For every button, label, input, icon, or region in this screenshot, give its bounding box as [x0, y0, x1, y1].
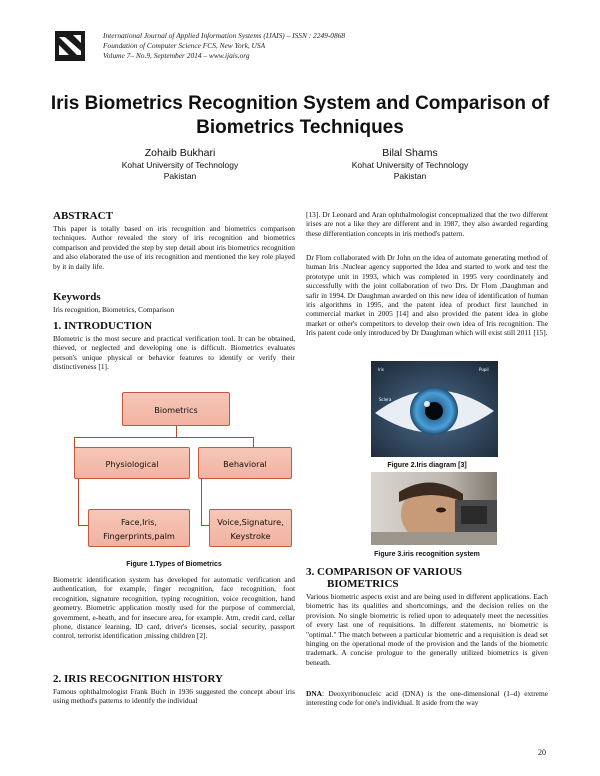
author-country: Pakistan — [163, 170, 197, 181]
dna-paragraph — [306, 689, 548, 708]
journal-header-line-3: Volume 7– No.9, September 2014 – www.ijais.org — [103, 51, 250, 60]
page-number: 20 — [538, 748, 546, 757]
comparison-text: Various biometric aspects exist and are being used in different applications. Each biometric has its qualities and shortcomings, and the decision relies on the provision. No single biometric is relied upon to adequately meet the necessities of every last one of requisitions. In different statements, no biometric is "optimal." The match between a particular biometric and a requisition is dead set hinging on the operational mode of the provision and the lands of the biometric trademark. A concise prologue to the generally utilized biometrics is given beneath. — [306, 592, 548, 667]
diagram-node-physiological-types — [88, 509, 190, 547]
dna-label: DNA — [306, 689, 323, 698]
paper-title-line-1: Iris Biometrics Recognition System and Comparison of — [50, 93, 550, 114]
keywords-heading: Keywords — [53, 291, 101, 303]
history-text: Famous ophthalmologist Frank Buch in 1936 suggested the concept about iris using method's patterns to identify the individual — [53, 687, 295, 706]
diagram-leaf-line: Voice,Signature, — [217, 517, 284, 527]
diagram-leaf-line: Keystroke — [230, 531, 271, 541]
right-paragraph-2: Dr Flom collaborated with Dr John on the idea of automate generating method of human Iris .Nuclear agency supported the Idea and started to work and test the prototype unit in 1993, which was completed in 1995 very coordinately and successfully with the joint collaboration of two Drs. Dr Flom ,Daughman and safir in 1994. Dr Daughman awarded on this new idea of identification of human iris algorithms in 1995, and the patent idea of product first launched in commercial market in 2005 [14] and also provided the patent idea in globe market or other's competitors to develop their own idea of Iris recognition. The Iris patent code only introduced by Dr Daughman which will exist still 2011 [15]. — [306, 253, 548, 338]
abstract-heading: ABSTRACT — [53, 210, 113, 222]
diagram-node-biometrics: Biometrics — [122, 392, 230, 426]
sclera-label: Sclera — [379, 397, 392, 402]
connector — [176, 426, 177, 437]
comparison-heading: 3. COMPARISON OF VARIOUS — [306, 566, 463, 578]
diagram-node-physiological: Physiological — [74, 447, 190, 479]
history-heading: 2. IRIS RECOGNITION HISTORY — [53, 673, 223, 685]
paper-title-line-2: Biometrics Techniques — [196, 117, 404, 138]
author-name: Zohaib Bukhari — [144, 147, 216, 159]
intro-text: BIometric is the most secure and practical verification tool. It can be obtained, thieved, or neglected and developing one is difficult. Biometrics evaluates person's unique physical or behavior features to identify or verify their distinctiveness [1]. — [53, 334, 295, 372]
figure-3-caption: Figure 3.iris recognition system — [374, 551, 480, 558]
journal-header-line-2: Foundation of Computer Science FCS, New York, USA — [103, 41, 266, 50]
diagram-node-behavioral-types — [209, 509, 292, 547]
author-name: Bilal Shams — [382, 147, 438, 159]
keywords-text: Iris recognition, Biometrics, Comparison — [53, 305, 175, 314]
author-country: Pakistan — [393, 170, 427, 181]
pupil-label: Pupil — [479, 367, 489, 372]
author-affiliation: Kohat University of Technology — [351, 160, 469, 170]
figure-2-caption: Figure 2.Iris diagram [3] — [387, 462, 467, 469]
diagram-node-behavioral: Behavioral — [198, 447, 292, 479]
dna-text: : Deoxyribonucleic acid (DNA) is the one-dimensional (1–d) extreme interesting code for one's individual. It aside from the way — [306, 689, 548, 708]
right-paragraph-1: [13]. Dr Leonard and Aran ophthalmologist conceptualized that the two different irises are not a like they are different and in 1987, they also awarded regarding these differentiation concepts in iris method's pattern. — [306, 210, 548, 238]
iris-diagram-image — [371, 361, 498, 457]
journal-logo — [55, 31, 85, 61]
author-affiliation: Kohat University of Technology — [121, 160, 239, 170]
iris-label: Iris — [378, 367, 385, 372]
author-2 — [310, 147, 510, 181]
intro-heading: 1. INTRODUCTION — [53, 320, 153, 332]
comparison-heading-line-2: BIOMETRICS — [327, 578, 399, 590]
left-paragraph-2: Biometric identification system has developed for automatic verification and authentication, for example, finger recognition, face recognition, foot recognition, signature recognition, typing recognition, voice recognition, hand geometry. Biometric application mostly used for the purpose of commercial, government, e-heath, and for insecure area, for example. Atm, credit card, cellar phone, distance learning, ID card, driver's licenses, social security, passport control, terrorist identification ,missing children [2]. — [53, 575, 295, 641]
biometrics-diagram — [70, 392, 292, 552]
diagram-leaf-line: Face,Iris, — [120, 517, 158, 527]
journal-header-line-1: International Journal of Applied Information Systems (IJAIS) – ISSN : 2249-0868 — [103, 31, 346, 40]
author-1 — [80, 147, 280, 181]
iris-recognition-photo — [371, 472, 497, 545]
abstract-text: This paper is totally based on iris recognition and biometrics comparison techniques. Author revealed the story of iris recognition and biometrics comparison and provided the step by step detail about iris biometrics recognition and also elaborated the use of iris recognition and mentioned the key role played by it in daily life. — [53, 224, 295, 271]
figure-1-caption: Figure 1.Types of Biometrics — [126, 561, 222, 568]
diagram-leaf-line: Fingerprints,palm — [103, 531, 175, 541]
